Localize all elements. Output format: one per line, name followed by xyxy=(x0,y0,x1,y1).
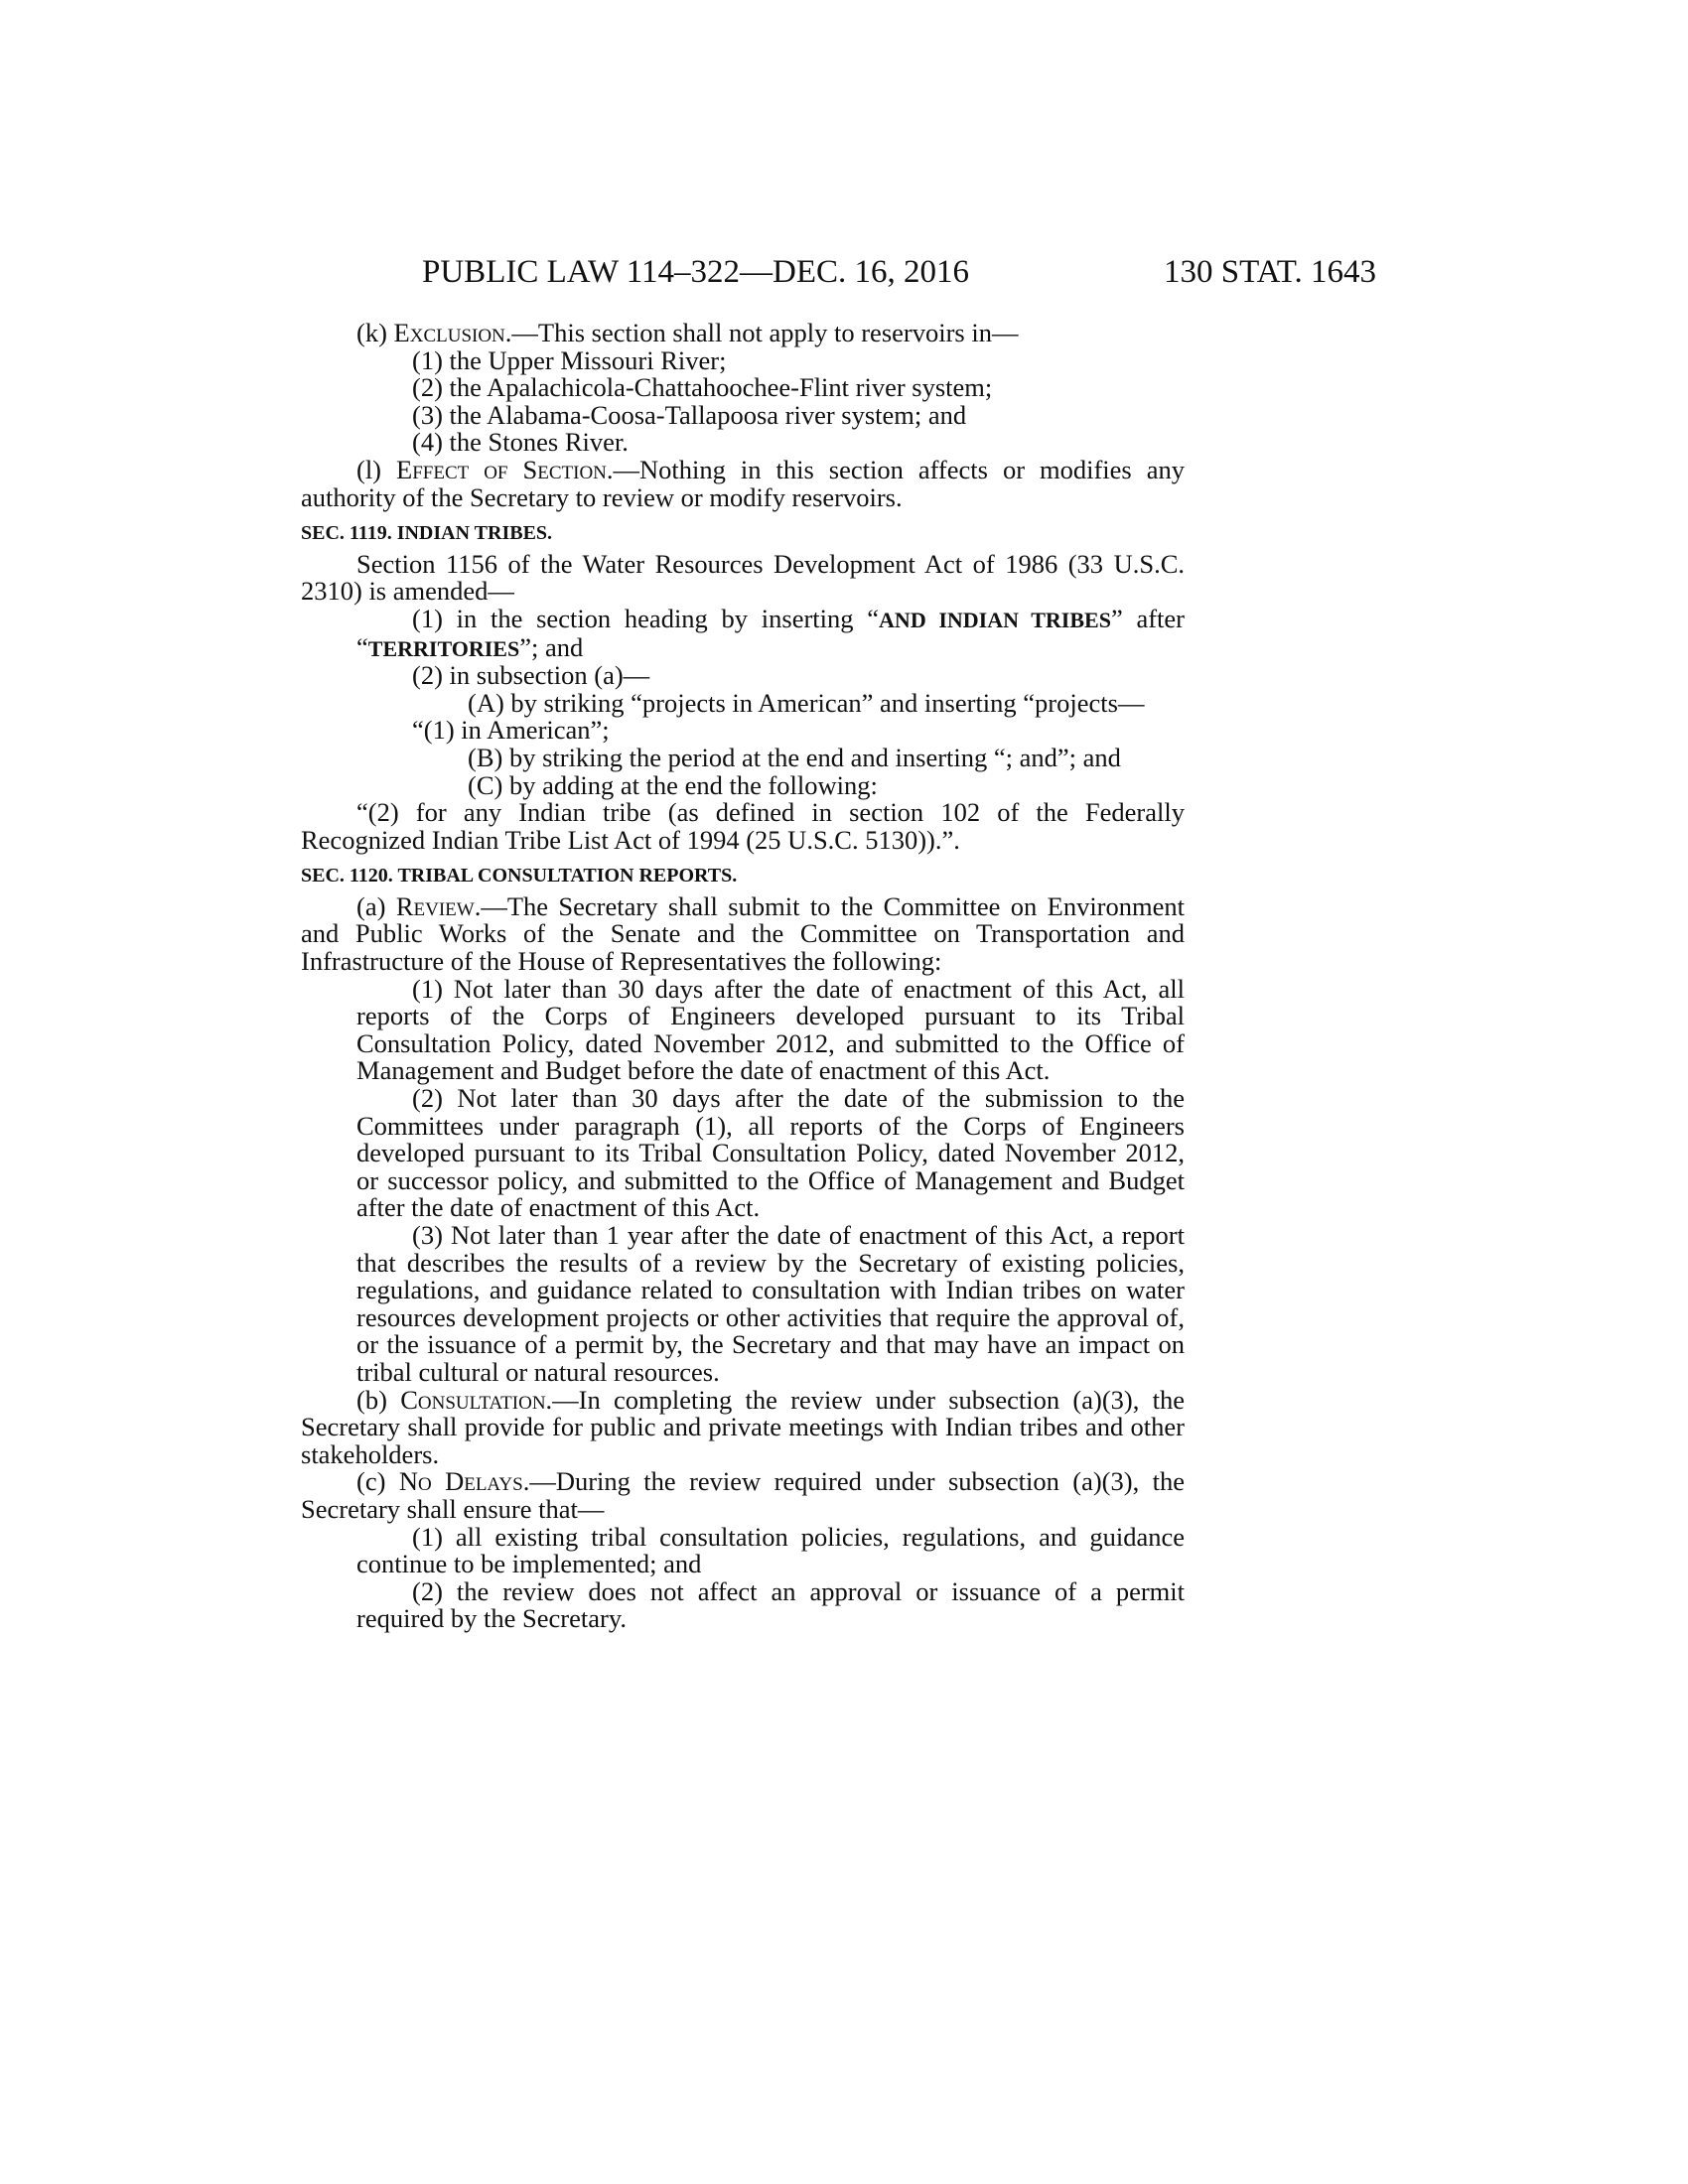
section-1119-subpara-c: (C) by adding at the end the following: xyxy=(468,769,878,800)
section-1120-a-heading: Review xyxy=(395,890,475,921)
section-1120-a-para-1: (1) Not later than 30 days after the date of enactment of this Act, all reports of the Corps of Engineers developed pursuant to its Tribal Consultation Policy, dated November 2012, and submitted to the Office of Management and Budget before the date of enactment of this Act. xyxy=(356,973,1185,1086)
section-1120-c-para-2: (2) the review does not affect an approval or issuance of a permit required by the Secretary. xyxy=(356,1575,1185,1634)
section-1120-subsection-c: (c) No Delays.—During the review required under subsection (a)(3), the Secretary shall ensure that— xyxy=(301,1466,1185,1524)
running-head-title: PUBLIC LAW 114–322—DEC. 16, 2016 xyxy=(422,254,970,290)
subsection-k-item-1: (1) the Upper Missouri River; xyxy=(412,344,727,375)
section-1120-subsection-b: (b) Consultation.—In completing the review under subsection (a)(3), the Secretary shall provide for public and private meetings with Indian tribes and other stakeholders. xyxy=(301,1384,1186,1469)
subsection-k-item-4: (4) the Stones River. xyxy=(412,427,629,458)
section-1119-subpara-b: (B) by striking the period at the end and inserting “; and”; and xyxy=(468,742,1121,772)
subsection-k-heading: Exclusion xyxy=(393,318,505,347)
subsection-l: (l) Effect of Section.—Nothing in this section affects or modifies any authority of the Secretary to review or modify reservoirs. xyxy=(301,454,1186,512)
document-body xyxy=(301,320,1185,1633)
subsection-k-item-3: (3) the Alabama-Coosa-Tallapoosa river system; and xyxy=(412,399,967,430)
section-1120-a-para-3: (3) Not later than 1 year after the date of enactment of this Act, a report that describes the results of a review by the Secretary of existing policies, regulations, and guidance related to consultation with Indian tribes on water resources development projects or other activities that require the approval of, or the issuance of a permit by, the Secretary and that may have an impact on tribal cultural or natural resources. xyxy=(356,1220,1185,1387)
section-1120-heading: SEC. 1120. TRIBAL CONSULTATION REPORTS. xyxy=(301,865,738,887)
running-head-page-number: 130 STAT. 1643 xyxy=(1163,254,1376,290)
section-1119-subpara-a-quote: “(1) in American”; xyxy=(412,715,610,746)
section-1120-a-para-2: (2) Not later than 30 days after the date of the submission to the Committees under paragraph (1), all reports of the Corps of Engineers developed pursuant to its Tribal Consultation Policy, dated November 2012, or successor policy, and submitted to the Office of Management and Budget after the date of enactment of this Act. xyxy=(356,1083,1185,1223)
page-header xyxy=(422,252,1376,292)
section-1119-para-2: (2) in subsection (a)— xyxy=(412,660,650,691)
subsection-l-heading: Effect of Section xyxy=(396,454,607,484)
subsection-k: (k) Exclusion.—This section shall not apply to reservoirs in— xyxy=(356,318,1019,347)
subsection-k-item-2: (2) the Apalachicola-Chattahoochee-Flint river system; xyxy=(412,372,993,403)
section-1120-c-para-1: (1) all existing tribal consultation policies, regulations, and guidance continue to be implemented; and xyxy=(356,1521,1185,1579)
section-1120-b-heading: Consultation xyxy=(400,1384,546,1415)
section-1119-heading: SEC. 1119. INDIAN TRIBES. xyxy=(301,522,553,545)
section-1120-c-heading: No Delays xyxy=(398,1466,523,1497)
section-1119-para-1: (1) in the section heading by inserting “AND INDIAN TRIBES” after “TERRITORIES”; and xyxy=(356,603,1185,662)
section-1119-subpara-a: (A) by striking “projects in American” and inserting “projects— xyxy=(468,687,1145,718)
section-1120-subsection-a: (a) Review.—The Secretary shall submit to the Committee on Environment and Public Works of the Senate and the Committee on Transportation and Infrastructure of the House of Representatives the following: xyxy=(301,890,1185,977)
section-1119-quoted-text: “(2) for any Indian tribe (as defined in section 102 of the Federally Recognized Indian Tribe List Act of 1994 (25 U.S.C. 5130)).”. xyxy=(301,797,1185,855)
section-1119-intro: Section 1156 of the Water Resources Development Act of 1986 (33 U.S.C. 2310) is amended— xyxy=(301,548,1185,607)
